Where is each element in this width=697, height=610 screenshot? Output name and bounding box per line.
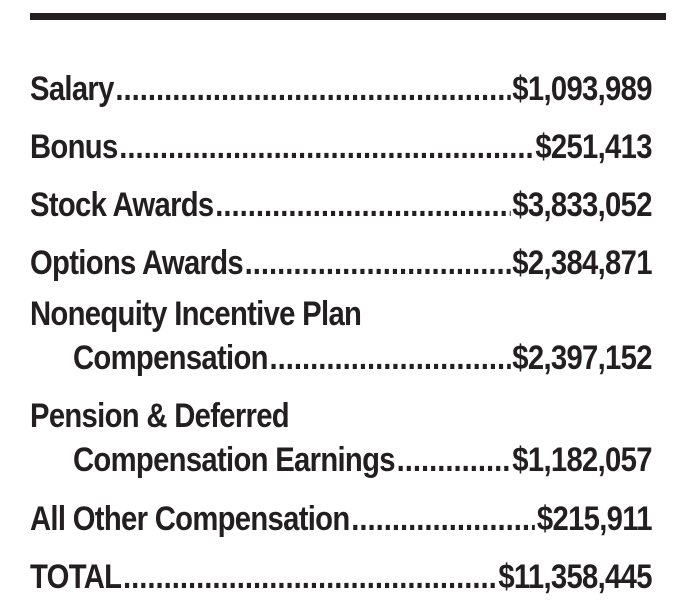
list-item-stock-awards	[30, 176, 652, 234]
item-label-line1: Pension & Deferred	[30, 397, 289, 435]
list-item-pension-line1	[30, 394, 652, 438]
list-item-nonequity	[30, 336, 652, 380]
dot-leader	[397, 438, 511, 482]
item-value: $1,182,057	[512, 441, 652, 479]
item-value: $215,911	[536, 500, 652, 538]
top-rule	[30, 13, 666, 20]
item-label-line1: Nonequity Incentive Plan	[30, 295, 362, 333]
dot-leader	[119, 118, 533, 176]
item-label: Compensation	[73, 339, 268, 377]
item-value: $1,093,989	[512, 70, 652, 108]
dot-leader	[215, 176, 510, 234]
list-item-all-other	[30, 490, 652, 548]
dot-leader	[123, 548, 497, 606]
dot-leader	[270, 336, 511, 380]
item-value: $3,833,052	[512, 186, 652, 224]
total-value: $11,358,445	[498, 558, 652, 596]
list-item-total	[30, 548, 652, 606]
list-item-salary	[30, 60, 652, 118]
dot-leader	[245, 234, 511, 292]
item-value: $251,413	[535, 128, 652, 166]
item-label: Salary	[30, 70, 114, 108]
item-value: $2,384,871	[512, 244, 652, 282]
compensation-list	[30, 60, 652, 606]
total-label: TOTAL	[30, 558, 122, 596]
list-item-nonequity-line1	[30, 292, 652, 336]
list-item-bonus	[30, 118, 652, 176]
dot-leader	[351, 490, 535, 548]
item-label: Compensation Earnings	[73, 441, 395, 479]
list-item-pension	[30, 438, 652, 482]
item-label: All Other Compensation	[30, 500, 350, 538]
item-label: Bonus	[30, 128, 118, 166]
item-value: $2,397,152	[512, 339, 652, 377]
dot-leader	[115, 60, 510, 118]
item-label: Options Awards	[30, 244, 243, 282]
list-item-options-awards	[30, 234, 652, 292]
item-label: Stock Awards	[30, 186, 214, 224]
